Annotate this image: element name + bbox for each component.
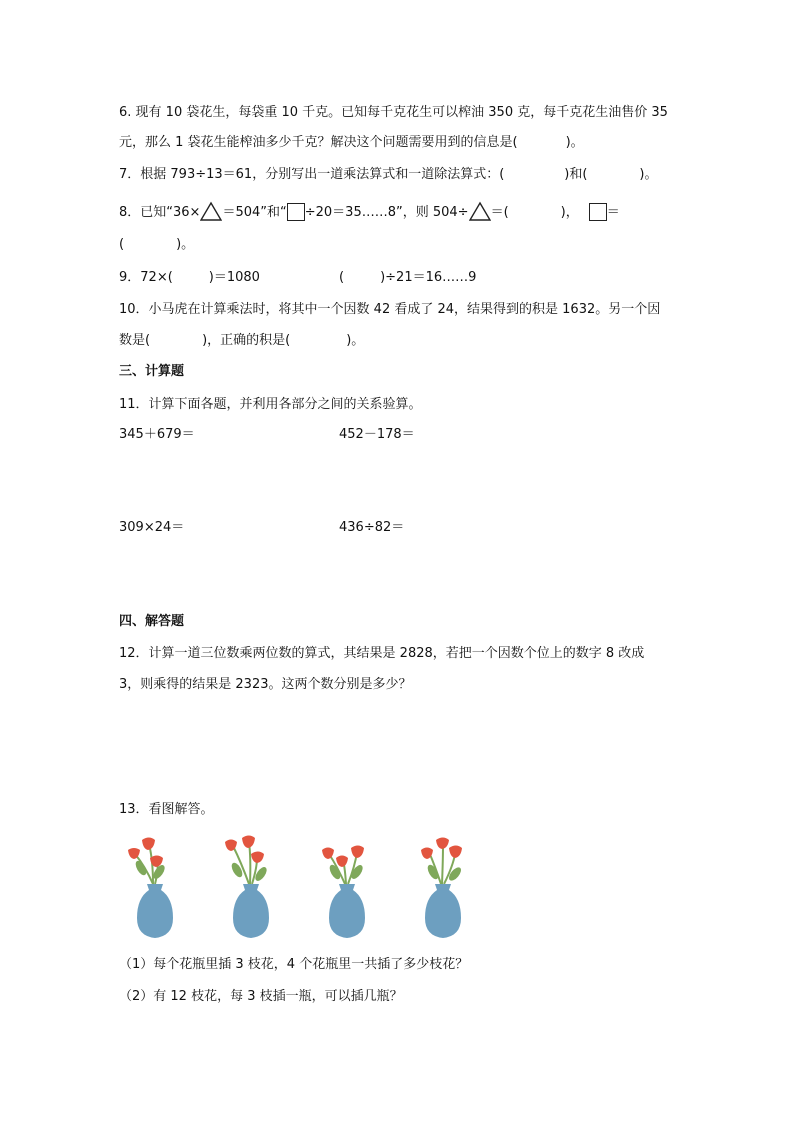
q11-instruction: 11．计算下面各题，并利用各部分之间的关系验算。 <box>119 397 422 412</box>
q8-line2-close: )。 <box>176 237 195 252</box>
q7-line <box>119 166 658 184</box>
q8-p5: )， <box>560 205 579 220</box>
q9-part-a <box>119 269 260 287</box>
q11-expression-1: 345＋679＝ <box>119 427 195 442</box>
q10-line2 <box>119 332 364 350</box>
q13-sub-question-1: （1）每个花瓶里插 3 枝花，4 个花瓶里一共插了多少枝花？ <box>119 957 469 972</box>
q7-end: )。 <box>639 167 658 182</box>
q11-expression-2: 452－178＝ <box>339 427 415 442</box>
triangle-icon <box>469 201 491 221</box>
q7-mid: )和( <box>564 167 588 182</box>
q9-a-close: )＝1080 <box>208 270 260 285</box>
q9-b-open: ( <box>339 270 345 285</box>
q8-p1: 8．已知“36× <box>119 205 201 220</box>
q8-line2-open: ( <box>119 237 125 252</box>
q6-line2 <box>119 134 584 152</box>
q10-line2-c: )。 <box>346 333 365 348</box>
q7-text: 7．根据 793÷13＝61，分别写出一道乘法算式和一道除法算式：( <box>119 167 505 182</box>
q6-line2-end: )。 <box>565 135 584 150</box>
vase-with-flowers-icon <box>123 832 187 940</box>
section3-heading: 三、计算题 <box>119 364 185 379</box>
q13-sub-question-2: （2）有 12 枝花，每 3 枝插一瓶，可以插几瓶？ <box>119 989 403 1004</box>
q8-line1 <box>119 201 620 222</box>
q12-line1: 12．计算一道三位数乘两位数的算式，其结果是 2828，若把一个因数个位上的数字 8 改成 <box>119 646 645 661</box>
vase-with-flowers-icon <box>219 832 283 940</box>
triangle-icon <box>200 201 222 221</box>
square-icon <box>589 203 607 221</box>
q9-a-open: 9．72×( <box>119 270 173 285</box>
q11-expression-3: 309×24＝ <box>119 520 185 535</box>
q8-p6: ＝ <box>606 205 620 220</box>
q10-line1: 10．小马虎在计算乘法时，将其中一个因数 42 看成了 24，结果得到的积是 1632。另一个因 <box>119 302 661 317</box>
q8-p4: ＝( <box>490 205 509 220</box>
vase-with-flowers-icon <box>315 832 379 940</box>
q10-line2-a: 数是( <box>119 333 151 348</box>
section4-heading: 四、解答题 <box>119 614 185 629</box>
q8-line2 <box>119 236 194 254</box>
vase-with-flowers-icon <box>411 832 475 940</box>
square-icon <box>287 203 305 221</box>
q13-title: 13．看图解答。 <box>119 802 214 817</box>
q6-line2-text: 元，那么 1 袋花生能榨油多少千克？解决这个问题需要用到的信息是( <box>119 135 518 150</box>
q8-p3: ÷20＝35……8”，则 504÷ <box>304 205 469 220</box>
q10-line2-b: )，正确的积是( <box>202 333 291 348</box>
q12-line2: 3，则乘得的结果是 2323。这两个数分别是多少？ <box>119 677 412 692</box>
q6-line1: 6. 现有 10 袋花生，每袋重 10 千克。已知每千克花生可以榨油 350 克，每千克花生油售价 35 <box>119 105 668 120</box>
q8-p2: ＝504”和“ <box>222 205 287 220</box>
q9-b-close: )÷21＝16……9 <box>380 270 477 285</box>
q9-part-b <box>339 269 476 287</box>
q11-expression-4: 436÷82＝ <box>339 520 405 535</box>
